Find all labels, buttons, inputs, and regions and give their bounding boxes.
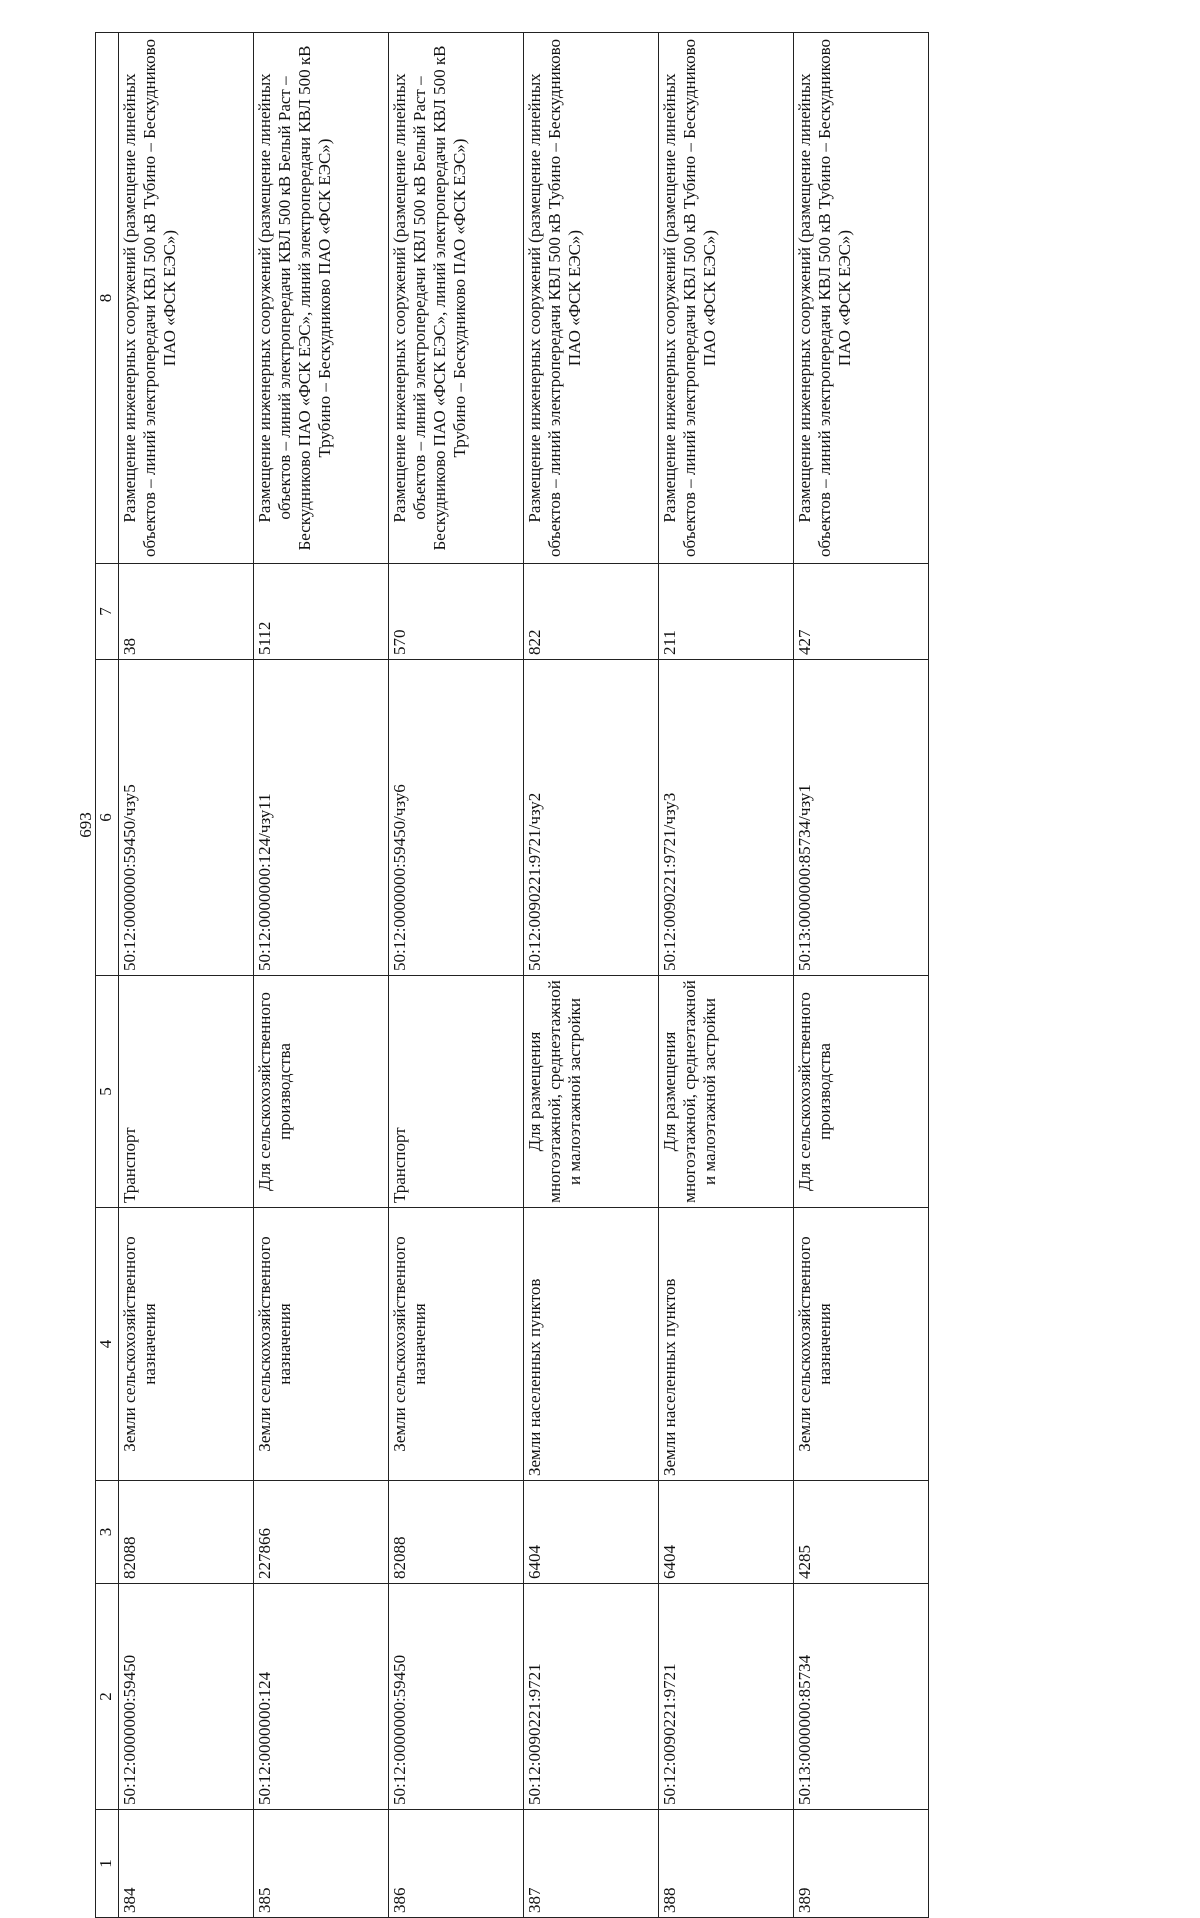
- table-row: [659, 33, 794, 1918]
- part-area: 427: [794, 564, 929, 660]
- table-row: [389, 33, 524, 1918]
- usage-purpose: Размещение инженерных сооружений (размещение линейных объектов – линий электропередачи КВЛ 500 кВ Тубино – Бескудниково ПАО «ФСК ЕЭС»): [659, 33, 794, 564]
- usage-purpose: Размещение инженерных сооружений (размещение линейных объектов – линий электропередачи КВЛ 500 кВ Тубино – Бескудниково ПАО «ФСК ЕЭС»): [524, 33, 659, 564]
- page-number: 693: [75, 812, 95, 838]
- plot-area: 6404: [659, 1481, 794, 1584]
- land-category: Земли населенных пунктов: [659, 1208, 794, 1481]
- plot-area: 227866: [254, 1481, 389, 1584]
- plot-part-number: 50:12:0090221:9721/чзу3: [659, 660, 794, 976]
- table-row: [119, 33, 254, 1918]
- land-category: Земли сельскохозяйственного назначения: [794, 1208, 929, 1481]
- row-number: 384: [119, 1810, 254, 1918]
- row-number: 388: [659, 1810, 794, 1918]
- part-area: 211: [659, 564, 794, 660]
- row-number: 389: [794, 1810, 929, 1918]
- column-header: 8: [96, 33, 119, 564]
- column-header: 2: [96, 1584, 119, 1810]
- permitted-use: Транспорт: [389, 976, 524, 1208]
- cadastral-number: 50:12:0000000:59450: [119, 1584, 254, 1810]
- plot-part-number: 50:12:0000000:59450/чзу6: [389, 660, 524, 976]
- permitted-use: Для размещения многоэтажной, среднеэтажной и малоэтажной застройки: [659, 976, 794, 1208]
- land-category: Земли сельскохозяйственного назначения: [254, 1208, 389, 1481]
- column-header: 6: [96, 660, 119, 976]
- land-category: Земли сельскохозяйственного назначения: [119, 1208, 254, 1481]
- plot-area: 6404: [524, 1481, 659, 1584]
- table-row: [254, 33, 389, 1918]
- plot-part-number: 50:12:0090221:9721/чзу2: [524, 660, 659, 976]
- usage-purpose: Размещение инженерных сооружений (размещение линейных объектов – линий электропередачи КВЛ 500 кВ Тубино – Бескудниково ПАО «ФСК ЕЭС»): [794, 33, 929, 564]
- cadastral-number: 50:12:0090221:9721: [524, 1584, 659, 1810]
- cadastral-number: 50:12:0000000:124: [254, 1584, 389, 1810]
- land-category: Земли сельскохозяйственного назначения: [389, 1208, 524, 1481]
- column-header: 5: [96, 976, 119, 1208]
- cadastral-number: 50:13:0000000:85734: [794, 1584, 929, 1810]
- row-number: 385: [254, 1810, 389, 1918]
- part-area: 570: [389, 564, 524, 660]
- cadastral-number: 50:12:0090221:9721: [659, 1584, 794, 1810]
- row-number: 387: [524, 1810, 659, 1918]
- part-area: 822: [524, 564, 659, 660]
- rotated-table-wrapper: [95, 33, 929, 1918]
- permitted-use: Транспорт: [119, 976, 254, 1208]
- column-header: 4: [96, 1208, 119, 1481]
- permitted-use: Для сельскохозяйственного производства: [794, 976, 929, 1208]
- cadastral-number: 50:12:0000000:59450: [389, 1584, 524, 1810]
- land-plots-table: [95, 32, 929, 1918]
- part-area: 38: [119, 564, 254, 660]
- column-header: 7: [96, 564, 119, 660]
- plot-part-number: 50:12:0000000:124/чзу11: [254, 660, 389, 976]
- part-area: 5112: [254, 564, 389, 660]
- usage-purpose: Размещение инженерных сооружений (размещение линейных объектов – линий электропередачи КВЛ 500 кВ Белый Раст – Бескудниково ПАО «ФСК ЕЭС», линий электропередачи КВЛ 500 кВ Трубино – Бескудниково ПАО «ФСК ЕЭС»): [389, 33, 524, 564]
- permitted-use: Для сельскохозяйственного производства: [254, 976, 389, 1208]
- table-row: [794, 33, 929, 1918]
- column-header: 1: [96, 1810, 119, 1918]
- land-category: Земли населенных пунктов: [524, 1208, 659, 1481]
- row-number: 386: [389, 1810, 524, 1918]
- usage-purpose: Размещение инженерных сооружений (размещение линейных объектов – линий электропередачи КВЛ 500 кВ Белый Раст – Бескудниково ПАО «ФСК ЕЭС», линий электропередачи КВЛ 500 кВ Трубино – Бескудниково ПАО «ФСК ЕЭС»): [254, 33, 389, 564]
- plot-part-number: 50:12:0000000:59450/чзу5: [119, 660, 254, 976]
- plot-area: 82088: [119, 1481, 254, 1584]
- table-row: [524, 33, 659, 1918]
- plot-area: 4285: [794, 1481, 929, 1584]
- plot-area: 82088: [389, 1481, 524, 1584]
- column-header: 3: [96, 1481, 119, 1584]
- usage-purpose: Размещение инженерных сооружений (размещение линейных объектов – линий электропередачи КВЛ 500 кВ Тубино – Бескудниково ПАО «ФСК ЕЭС»): [119, 33, 254, 564]
- column-number-row: [96, 33, 119, 1918]
- permitted-use: Для размещения многоэтажной, среднеэтажной и малоэтажной застройки: [524, 976, 659, 1208]
- plot-part-number: 50:13:0000000:85734/чзу1: [794, 660, 929, 976]
